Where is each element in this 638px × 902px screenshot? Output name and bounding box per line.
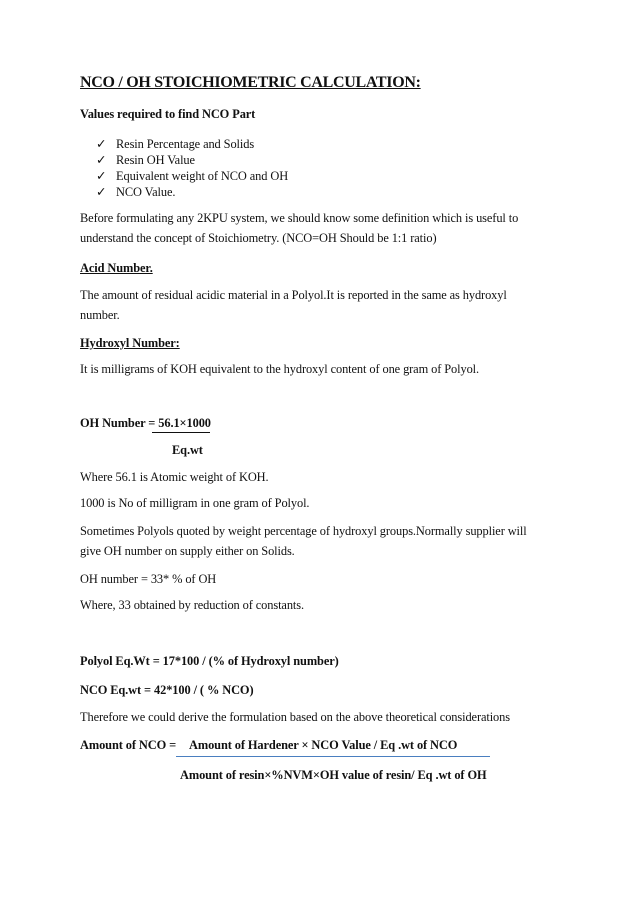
amount-of-nco-label: Amount of NCO = xyxy=(80,738,177,752)
page-title: NCO / OH STOICHIOMETRIC CALCULATION: xyxy=(80,74,421,91)
acid-number-heading: Acid Number. xyxy=(80,261,153,275)
polyol-eq-formula: Polyol Eq.Wt = 17*100 / (% of Hydroxyl number) xyxy=(80,654,339,668)
acid-line-2: number. xyxy=(80,308,120,322)
where-33-text: Where, 33 obtained by reduction of constants. xyxy=(80,598,304,612)
oh-formula-denominator: Eq.wt xyxy=(172,443,203,457)
checkmark-icon: ✓ xyxy=(96,137,107,151)
checklist-item-label: Resin Percentage and Solids xyxy=(116,137,255,151)
amount-fraction-rule xyxy=(176,756,490,757)
sometimes-line-2: give OH number on supply either on Solids. xyxy=(80,544,295,558)
oh-number-33-text: OH number = 33* % of OH xyxy=(80,572,217,586)
amount-denominator: Amount of resin×%NVM×OH value of resin/ Eq .wt of OH xyxy=(180,768,487,782)
hydroxyl-number-heading: Hydroxyl Number: xyxy=(80,336,180,350)
mg-1000-text: 1000 is No of milligram in one gram of Polyol. xyxy=(80,496,310,510)
checklist-item-label: Equivalent weight of NCO and OH xyxy=(116,169,289,183)
hydroxyl-definition: It is milligrams of KOH equivalent to the hydroxyl content of one gram of Polyol. xyxy=(80,362,480,376)
oh-number-formula: OH Number = 56.1×1000 xyxy=(80,416,211,430)
sometimes-line-1: Sometimes Polyols quoted by weight percentage of hydroxyl groups.Normally supplier will xyxy=(80,524,527,538)
intro-line-1: Before formulating any 2KPU system, we should know some definition which is useful to xyxy=(80,211,519,225)
checklist-item xyxy=(96,152,195,168)
checklist-item xyxy=(96,136,254,152)
values-heading: Values required to find NCO Part xyxy=(80,107,256,121)
checklist-item xyxy=(96,168,288,184)
nco-eq-formula: NCO Eq.wt = 42*100 / ( % NCO) xyxy=(80,683,254,697)
checkmark-icon: ✓ xyxy=(96,153,107,167)
acid-line-1: The amount of residual acidic material in a Polyol.It is reported in the same as hydroxyl xyxy=(80,288,507,302)
where-56-text: Where 56.1 is Atomic weight of KOH. xyxy=(80,470,269,484)
therefore-text: Therefore we could derive the formulation based on the above theoretical considerations xyxy=(80,710,510,724)
checkmark-icon: ✓ xyxy=(96,185,107,199)
intro-line-2: understand the concept of Stoichiometry. (NCO=OH Should be 1:1 ratio) xyxy=(80,231,437,245)
amount-numerator: Amount of Hardener × NCO Value / Eq .wt of NCO xyxy=(189,738,458,752)
checklist-item xyxy=(96,184,175,200)
checklist-item-label: Resin OH Value xyxy=(116,153,195,167)
checklist-item-label: NCO Value. xyxy=(116,185,176,199)
checkmark-icon: ✓ xyxy=(96,169,107,183)
oh-fraction-rule xyxy=(152,432,210,433)
